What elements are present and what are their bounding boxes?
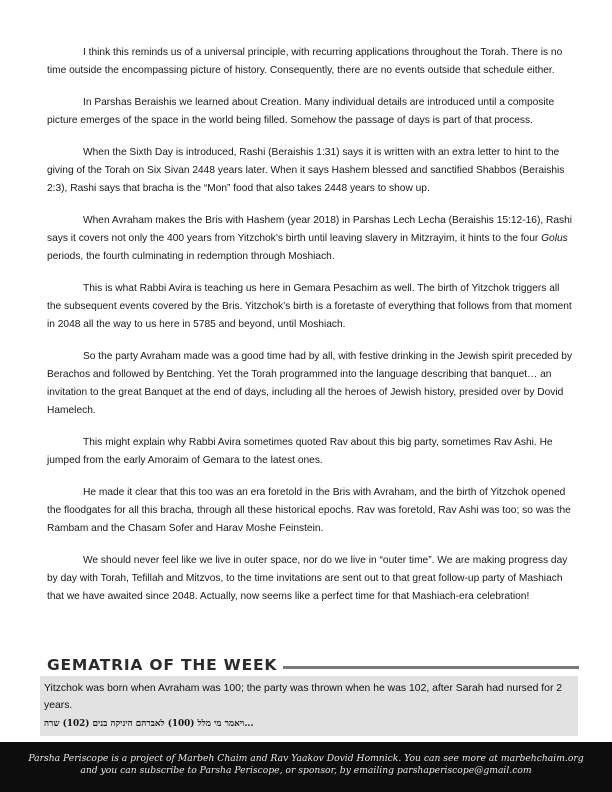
paragraph: So the party Avraham made was a good time had by all, with festive drinking in the Jewish spirit preceded by Berachos and followed by Bentching. Yet the Torah programmed into the language describing that banquet… an invitation to the great Banquet at the end of days, including all the heroes of Jewish history, presided over by Dovid Hamelech. (47, 351, 573, 416)
gematria-hebrew-verse: ויאמר מי מלל (100) לאברהם היניקה בנים (102) שרה... (44, 719, 254, 729)
paragraph-text: periods, the fourth culminating in redemption through Moshiach. (47, 251, 335, 262)
paragraph: We should never feel like we live in outer space, nor do we live in “outer time”. We are making progress day by day with Torah, Tefillah and Mitzvos, to the time invitations are sent out to that great follow-up party of Mashiach that we have awaited since 2048. Actually, now seems like a perfect time for that Mashiach-era celebration! (47, 555, 568, 602)
paragraph (47, 212, 573, 266)
footer-line-2: and you can subscribe to Parsha Periscope, or sponsor, by emailing parshaperiscope@gmail.com (80, 765, 532, 776)
paragraph: When the Sixth Day is introduced, Rashi (Beraishis 1:31) says it is written with an extra letter to hint to the giving of the Torah on Six Sivan 2448 years later. When it says Hashem blessed and sanctified Shabbos (Beraishis 2:3), Rashi says that bracha is the “Mon” food that also takes 2448 years to show up. (47, 147, 565, 194)
gematria-box (40, 676, 578, 736)
footer-line-1: Parsha Periscope is a project of Marbeh Chaim and Rav Yaakov Dovid Homnick. You can see more at marbehchaim.org (28, 753, 584, 764)
paragraph: I think this reminds us of a universal principle, with recurring applications throughout the Torah. There is no time outside the encompassing picture of history. Consequently, there are no events outside that schedule either. (47, 47, 563, 76)
gematria-text: Yitzchok was born when Avraham was 100; the party was thrown when he was 102, after Sarah had nursed for 2 years. (44, 683, 563, 711)
paragraph: This might explain why Rabbi Avira sometimes quoted Rav about this big party, sometimes Rav Ashi. He jumped from the early Amoraim of Gemara to the latest ones. (47, 437, 553, 466)
gematria-section-header (47, 654, 579, 676)
footer-banner (0, 742, 612, 792)
paragraph: This is what Rabbi Avira is teaching us here in Gemara Pesachim as well. The birth of Yitzchok triggers all the subsequent events covered by the Bris. Yitzchok’s birth is a foretaste of everything that follows from that moment in 2048 all the way to us here in 5785 and beyond, until Moshiach. (47, 283, 572, 330)
gematria-heading: GEMATRIA OF THE WEEK (47, 654, 283, 676)
paragraph: He made it clear that this too was an era foretold in the Bris with Avraham, and the birth of Yitzchok opened the floodgates for all this bracha, through all these historical epochs. Rav was foretold, Rav Ashi was too; so was the Rambam and the Chasam Sofer and Harav Moshe Feinstein. (47, 487, 571, 534)
emphasis-golus: Golus (541, 233, 568, 244)
article-body (47, 44, 573, 620)
paragraph-text: When Avraham makes the Bris with Hashem (year 2018) in Parshas Lech Lecha (Beraishis 15:12-16), Rashi says it covers not only the 400 years from Yitzchok’s birth until leaving slavery in Mitzrayim, it hints to the four (47, 215, 573, 244)
paragraph: In Parshas Beraishis we learned about Creation. Many individual details are introduced until a composite picture emerges of the space in the world being filled. Somehow the passage of days is part of that process. (47, 97, 555, 126)
